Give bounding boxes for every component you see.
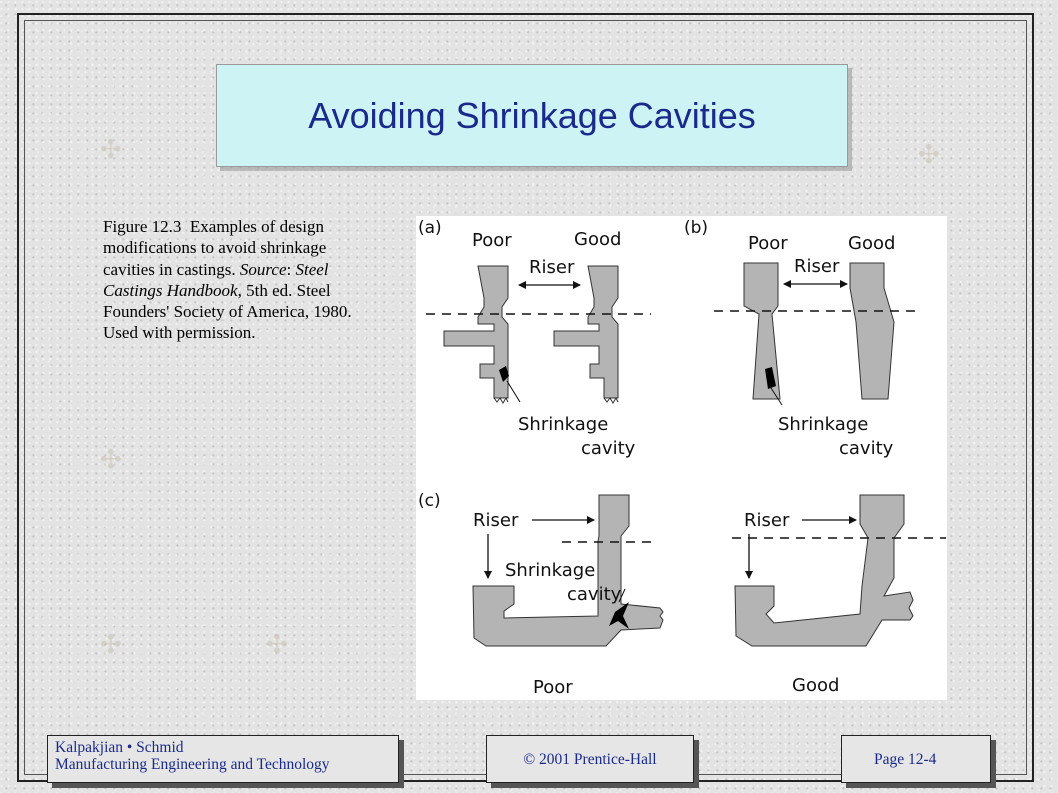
panel-c-riser-label-left: Riser	[473, 510, 519, 531]
panel-a	[418, 218, 651, 459]
caption-source-colon: :	[286, 259, 292, 279]
caption-figure-ref: Figure 12.3	[103, 217, 182, 236]
panel-a-poor-broken-edge	[494, 398, 508, 403]
panel-b-poor-label: Poor	[748, 233, 788, 254]
footer-copyright-box	[486, 735, 694, 783]
caption-text-2: , 5th ed. Steel Founders' Society of America, 1980. Used with permission.	[103, 280, 352, 343]
footer-authors-box	[47, 735, 399, 783]
panel-c-riser-label-right: Riser	[744, 510, 790, 531]
panel-b-cavity-label: cavity	[839, 438, 894, 459]
panel-c-poor-label: Poor	[533, 677, 573, 698]
footer-authors: Kalpakjian • Schmid	[55, 739, 184, 756]
panel-b	[684, 218, 918, 459]
page-title: Avoiding Shrinkage Cavities	[308, 94, 756, 136]
figure-drawing	[416, 216, 947, 700]
panel-b-riser-label: Riser	[794, 256, 840, 277]
decorative-mark-icon: ✣	[918, 140, 940, 170]
panel-a-riser-label: Riser	[529, 257, 575, 278]
caption-source-label: Source	[239, 259, 287, 279]
title-box	[216, 64, 848, 167]
panel-c-label: (c)	[418, 491, 441, 511]
decorative-mark-icon: ✣	[100, 630, 122, 660]
panel-a-shrinkage-leader	[507, 381, 520, 402]
footer-book-title: Manufacturing Engineering and Technology	[55, 756, 330, 773]
panel-b-good-label: Good	[848, 233, 896, 254]
panel-a-good-broken-edge	[604, 398, 618, 403]
panel-c-good-label: Good	[792, 675, 840, 696]
page-number: Page 12-4	[874, 751, 937, 768]
panel-b-poor-casting	[744, 263, 780, 399]
footer-page-box	[841, 735, 991, 783]
figure-12-3	[416, 216, 947, 700]
panel-c	[418, 491, 946, 698]
panel-c-cavity-label: cavity	[567, 584, 622, 605]
panel-c-shrinkage-label: Shrinkage	[505, 560, 596, 581]
panel-b-good-casting	[850, 263, 894, 399]
panel-a-label: (a)	[418, 218, 442, 238]
figure-caption	[103, 216, 371, 344]
panel-a-poor-casting	[444, 266, 508, 398]
decorative-mark-icon: ✣	[266, 630, 288, 660]
panel-a-shrinkage-label: Shrinkage	[518, 414, 609, 435]
panel-a-poor-label: Poor	[472, 230, 512, 251]
decorative-mark-icon: ✣	[100, 135, 122, 165]
panel-a-good-label: Good	[574, 229, 622, 250]
caption-source-title: Steel Castings Handbook	[103, 259, 329, 300]
footer-copyright: © 2001 Prentice-Hall	[523, 750, 657, 768]
panel-b-shrinkage-label: Shrinkage	[778, 414, 869, 435]
panel-a-good-casting	[554, 266, 618, 398]
caption-text: Examples of design modifications to avoid shrinkage cavities in castings.	[103, 217, 327, 279]
decorative-mark-icon: ✣	[100, 445, 122, 475]
panel-a-cavity-label: cavity	[581, 438, 636, 459]
panel-b-label: (b)	[684, 218, 709, 238]
